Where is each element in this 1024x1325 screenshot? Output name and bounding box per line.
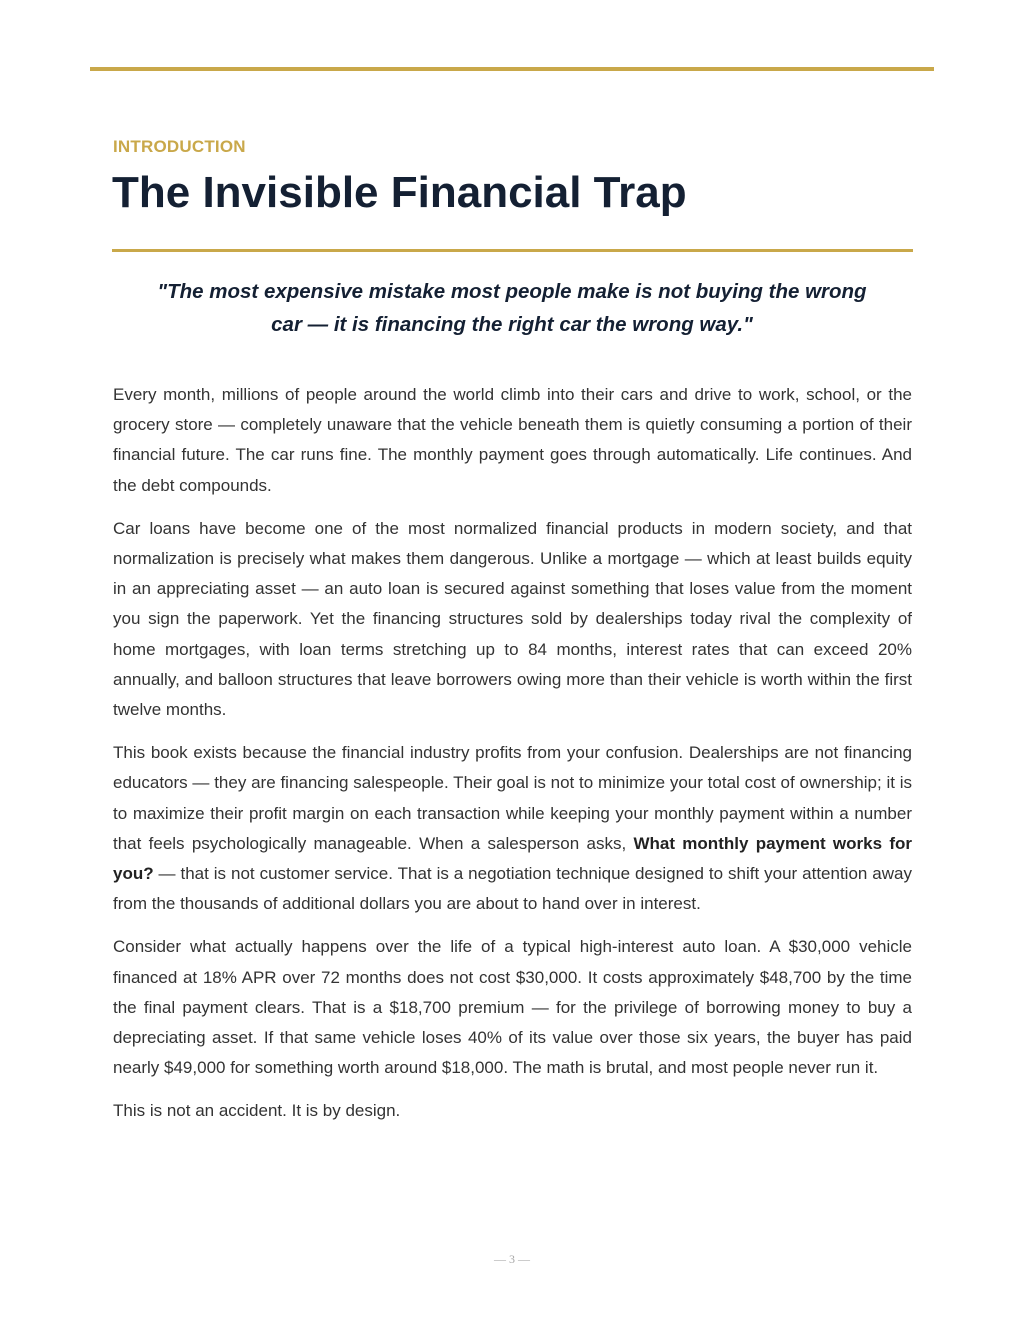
paragraph-3-text-after: — that is not customer service. That is a negotiation technique designed to shift your attention away from the thousands of additional dollars you are about to hand over in interest. [113, 864, 912, 914]
paragraph-4: Consider what actually happens over the life of a typical high-interest auto loan. A $30,000 vehicle financed at 18% APR over 72 months does not cost $30,000. It costs approximately $48,700 by the time the final payment clears. That is a $18,700 premium — for the privilege of borrowing money to buy a depreciating asset. If that same vehicle loses 40% of its value over those six years, the buyer has paid nearly $49,000 for something worth around $18,000. The math is brutal, and most people never run it. [113, 937, 912, 1078]
title-divider [112, 249, 913, 252]
paragraph-3-emphasis: What monthly payment works for you? [113, 833, 913, 884]
page-title: The Invisible Financial Trap [112, 168, 687, 217]
section-label: INTRODUCTION [113, 137, 246, 156]
paragraph-5: This is not an accident. It is by design. [113, 1101, 401, 1121]
paragraph-3-text-before: This book exists because the financial industry profits from your confusion. Dealerships are not financing educators — they are financing salespeople. Their goal is not to minimize your total cost of ownership; it is to maximize their profit margin on each transaction while keeping your monthly payment within a number that feels psychologically manageable. When a salesperson asks, [113, 743, 912, 853]
top-divider [90, 67, 934, 71]
body-text [113, 380, 912, 1140]
pull-quote: "The most expensive mistake most people make is not buying the wrong car — it is financing the right car the wrong way." [157, 280, 867, 336]
paragraph-2: Car loans have become one of the most normalized financial products in modern society, and that normalization is precisely what makes them dangerous. Unlike a mortgage — which at least builds equity in an appreciating asset — an auto loan is secured against something that loses value from the moment you sign the paperwork. Yet the financing structures sold by dealerships today rival the complexity of home mortgages, with loan terms stretching up to 84 months, interest rates that can exceed 20% annually, and balloon structures that leave borrowers owing more than their vehicle is worth within the first twelve months. [113, 518, 912, 720]
paragraph-3 [113, 738, 912, 919]
paragraph-1: Every month, millions of people around the world climb into their cars and drive to work, school, or the grocery store — completely unaware that the vehicle beneath them is quietly consuming a portion of their financial future. The car runs fine. The monthly payment goes through automatically. Life continues. And the debt compounds. [113, 385, 912, 495]
page-number: — 3 — [494, 1252, 530, 1266]
